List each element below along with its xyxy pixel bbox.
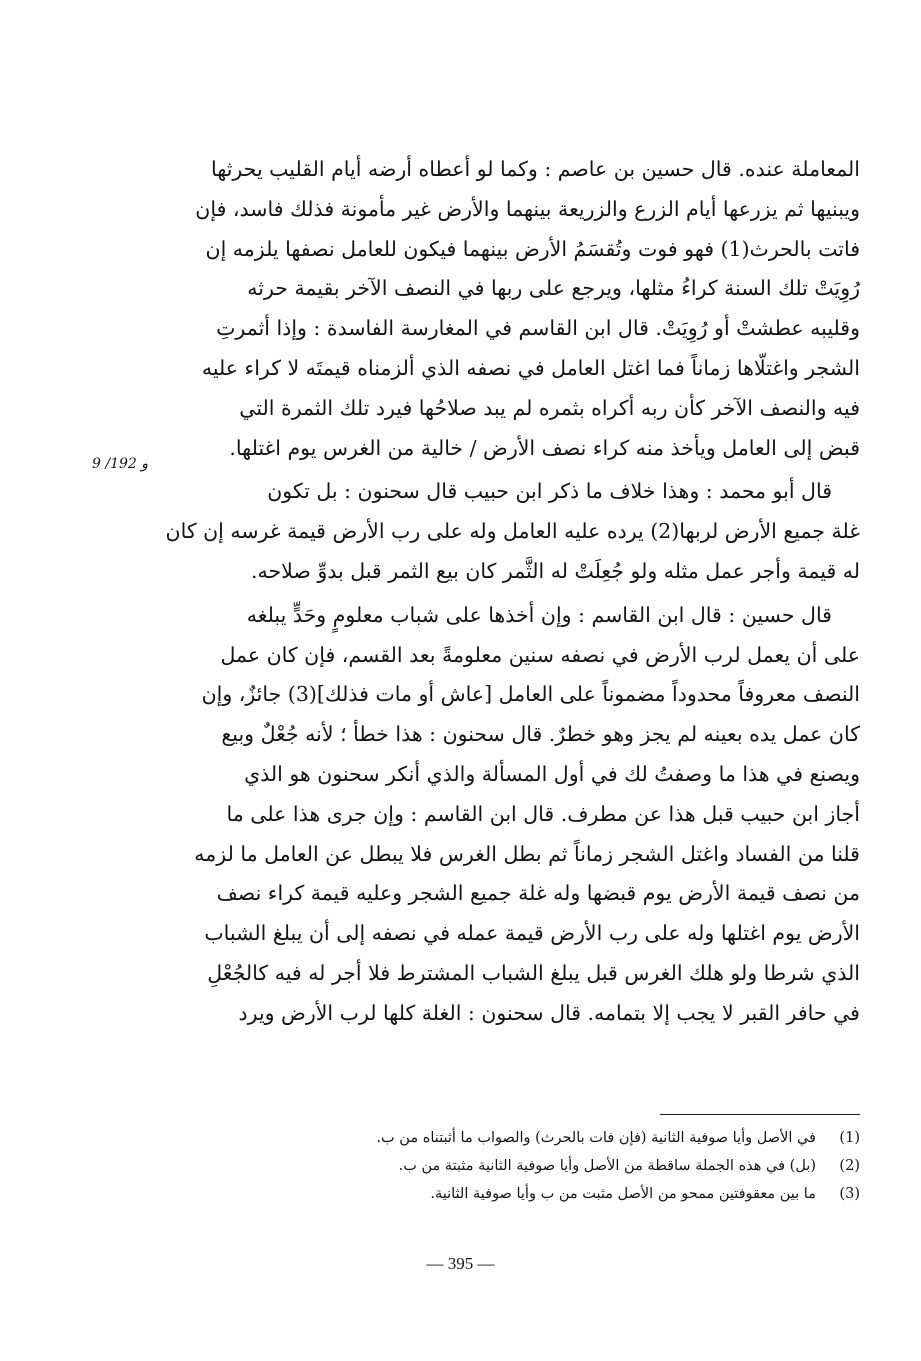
footnote-2 [200, 1152, 860, 1180]
text-line: الذي شرطا ولو هلك الغرس قبل يبلغ الشباب المشترط فلا أجر له فيه كالجُعْلِ [207, 960, 860, 985]
text-line: المعاملة عنده. قال حسين بن عاصم : وكما لو أعطاه أرضه أيام القليب يحرثها [211, 157, 860, 181]
text-line: له قيمة وأجر عمل مثله ولو جُعِلَتْ له الثَّمر كان بيع الثمر قبل بدوِّ صلاحه. [250, 558, 860, 583]
text-line: الشجر واغتلّاها زماناً فما اغتل العامل في نصفه الذي ألزمناه قيمتَه لا كراء عليه [201, 355, 860, 380]
text-line: فيه والنصف الآخر كأن ربه أكراه بثمره لم يبد صلاحُها فيرد تلك الثمرة التي [239, 395, 860, 420]
text-line: أجاز ابن حبيب قبل هذا عن مطرف. قال ابن القاسم : وإن جرى هذا على ما [226, 801, 860, 826]
paragraph-3 [160, 596, 860, 1034]
footnote-text: ما بين معقوفتين ممحو من الأصل مثبت من ب وأيا صوفية الثانية. [430, 1186, 816, 1202]
text-line: قلنا من الفساد واغتل الشجر زماناً ثم بطل الغرس فلا يبطل عن العامل ما لزمه [194, 841, 860, 866]
page-number: — 395 — [426, 1254, 495, 1273]
paragraph-2 [160, 472, 860, 591]
text-line: رُوِيَتْ تلك السنة كراءُ مثلها، ويرجع على ربها في النصف الآخر بقيمة حرثه [247, 276, 860, 301]
main-text [160, 150, 860, 1034]
footnote-text: في الأصل وأيا صوفية الثانية (فإن فات بالحرث) والصواب ما أثبتناه من ب. [376, 1130, 816, 1146]
text-line: قال حسين : قال ابن القاسم : وإن أخذها على شباب معلومٍ وحَدٍّ يبلغه [246, 602, 832, 627]
manuscript-folio-reference: 9 /192 و [92, 456, 149, 472]
footnote-number: (2) [839, 1158, 860, 1174]
text-line: الأرض يوم اغتلها وله على رب الأرض قيمة عمله في نصفه إلى أن يبلغ الشباب [204, 921, 860, 946]
footnote-1 [200, 1124, 860, 1152]
text-line: من نصف قيمة الأرض يوم قبضها وله غلة جميع الشجر وعليه قيمة كراء نصف [216, 881, 860, 906]
footnote-number: (1) [839, 1130, 860, 1146]
footnote-text: (بل) في هذه الجملة ساقطة من الأصل وأيا صوفية الثانية مثبتة من ب. [398, 1158, 816, 1174]
text-line: قبض إلى العامل ويأخذ منه كراء نصف الأرض / خالية من الغرس يوم اغتلها. [229, 435, 860, 460]
text-line: وقليبه عطشتْ أو رُوِيَتْ. قال ابن القاسم في المغارسة الفاسدة : وإذا أثمرتِ [216, 316, 860, 341]
footnotes [200, 1124, 860, 1208]
footnote-number: (3) [839, 1186, 860, 1202]
text-line: كان عمل يده بعينه لم يجز وهو خطرٌ. قال سحنون : هذا خطأ ؛ لأنه جُعْلٌ وبيع [221, 722, 860, 747]
text-line: على أن يعمل لرب الأرض في نصفه سنين معلومةً بعد القسم، فإن كان عمل [220, 642, 860, 667]
text-line: فاتت بالحرث(1) فهو فوت وتُقسَمُ الأرض بينهما فيكون للعامل نصفها يلزمه إن [205, 236, 860, 261]
paragraph-1 [160, 150, 860, 468]
text-line: قال أبو محمد : وهذا خلاف ما ذكر ابن حبيب قال سحنون : بل تكون [267, 479, 832, 504]
text-line: غلة جميع الأرض لربها(2) يرده عليه العامل وله على رب الأرض قيمة غرسه إن كان [165, 519, 860, 544]
footnote-separator [660, 1114, 860, 1115]
footnote-3 [200, 1180, 860, 1208]
text-line: في حافر القبر لا يجب إلا بتمامه. قال سحنون : الغلة كلها لرب الأرض ويرد [238, 1000, 860, 1025]
text-line: النصف معروفاً محدوداً مضموناً على العامل [عاش أو مات فذلك](3) جائزٌ، وإن [201, 682, 860, 707]
text-line: ويصنع في هذا ما وصفتُ لك في أول المسألة والذي أنكر سحنون هو الذي [244, 761, 860, 786]
text-line: ويبنيها ثم يزرعها أيام الزرع والزريعة بينهما والأرض غير مأمونة فذلك فاسد، فإن [195, 196, 860, 221]
